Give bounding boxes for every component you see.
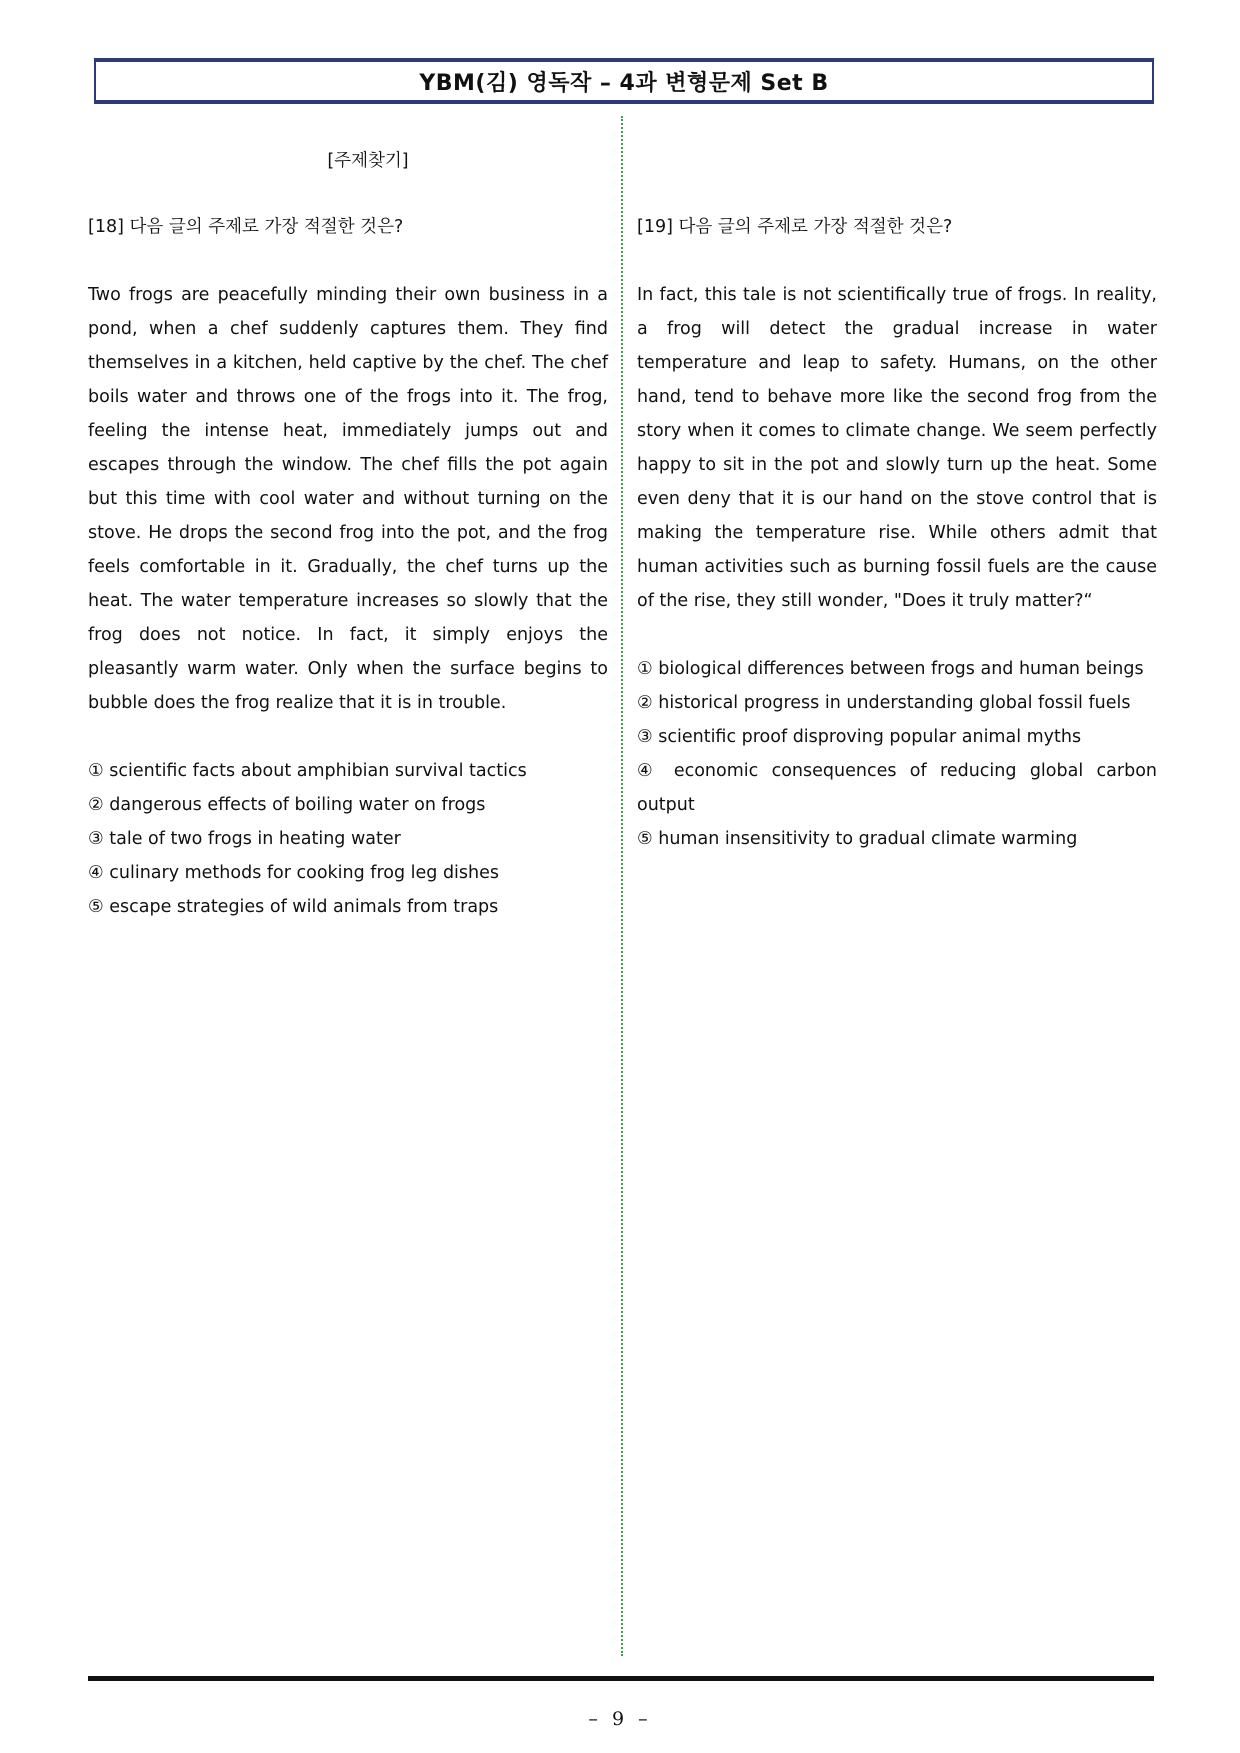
left-column — [88, 140, 608, 924]
choice-item: ④ culinary methods for cooking frog leg dishes — [88, 863, 500, 883]
header-box — [94, 58, 1154, 104]
page-number: – 9 – — [588, 1708, 652, 1730]
choice-item: ② dangerous effects of boiling water on frogs — [88, 795, 486, 815]
choice-item: ③ scientific proof disproving popular animal myths — [637, 727, 1082, 747]
choice-item: ⑤ human insensitivity to gradual climate warming — [637, 829, 1078, 849]
column-divider — [621, 116, 623, 1656]
right-column — [637, 140, 1157, 856]
question-18: [18] 다음 글의 주제로 가장 적절한 것은? — [88, 217, 404, 237]
choice-item: ④ economic consequences of reducing global carbon output — [637, 761, 1157, 815]
document-title: YBM(김) 영독작 – 4과 변형문제 Set B — [419, 70, 829, 96]
choice-item: ② historical progress in understanding global fossil fuels — [637, 693, 1131, 713]
footer-rule — [88, 1676, 1154, 1681]
choice-item: ① biological differences between frogs and human beings — [637, 659, 1144, 679]
question-19: [19] 다음 글의 주제로 가장 적절한 것은? — [637, 217, 953, 237]
choices-18 — [88, 754, 608, 924]
choices-19 — [637, 652, 1157, 856]
choice-item: ① scientific facts about amphibian survival tactics — [88, 761, 527, 781]
choice-item: ⑤ escape strategies of wild animals from traps — [88, 897, 499, 917]
section-tag: [주제찾기] — [327, 151, 409, 171]
choice-item: ③ tale of two frogs in heating water — [88, 829, 401, 849]
passage-19: In fact, this tale is not scientifically true of frogs. In reality, a frog will detect the gradual increase in water temperature and leap to safety. Humans, on the other hand, tend to behave more like the second frog from the story when it comes to climate change. We seem perfectly happy to sit in the pot and slowly turn up the heat. Some even deny that it is our hand on the stove control that is making the temperature rise. While others admit that human activities such as burning fossil fuels are the cause of the rise, they still wonder, "Does it truly matter?“ — [637, 285, 1157, 611]
passage-18: Two frogs are peacefully minding their own business in a pond, when a chef suddenly captures them. They find themselves in a kitchen, held captive by the chef. The chef boils water and throws one of the frogs into it. The frog, feeling the intense heat, immediately jumps out and escapes through the window. The chef fills the pot again but this time with cool water and without turning on the stove. He drops the second frog into the pot, and the frog feels comfortable in it. Gradually, the chef turns up the heat. The water temperature increases so slowly that the frog does not notice. In fact, it simply enjoys the pleasantly warm water. Only when the surface begins to bubble does the frog realize that it is in trouble. — [88, 285, 608, 713]
